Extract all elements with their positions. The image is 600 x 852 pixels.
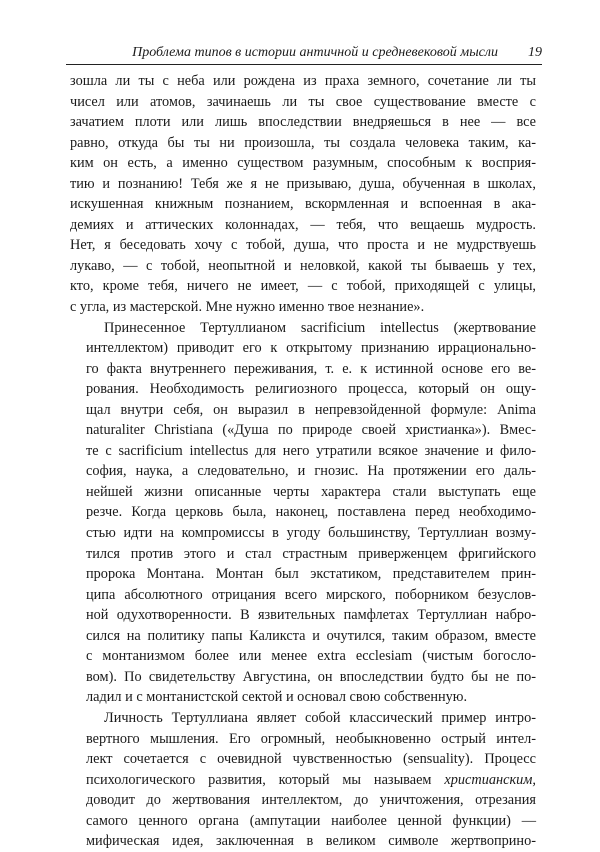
- text-line: лект сочетается с очевидной чувственностью (sensuality). Процесс: [86, 751, 536, 768]
- text-line: равно, откуда бы ты ни произошла, ты создала человека таким, ка-: [70, 134, 536, 151]
- text-line: ладил и с монтанистской сектой и основал свою собственную.: [86, 689, 468, 706]
- text-line: naturaliter Christiana («Душа по природе своей христианка»). Вмес-: [86, 422, 536, 439]
- text-line: с угла, из мастерской. Мне нужно именно твое незнание».: [70, 299, 425, 316]
- running-title: Проблема типов в истории античной и средневековой мысли: [132, 45, 498, 60]
- text-line: демиях и аттических колоннадах, — тебя, что вещаешь мудрость.: [70, 216, 536, 233]
- text-line: интеллектом) приводит его к открытому признанию иррационально-: [86, 340, 536, 357]
- text-line: рования. Необходимость религиозного процесса, который он ощу-: [86, 381, 536, 398]
- text-line: лукаво, — с тобой, неопытной и неловкой, какой ты бываешь у тех,: [70, 257, 536, 274]
- text-line: зошла ли ты с неба или рождена из праха земного, сочетание ли ты: [70, 73, 536, 89]
- text-line: пророка Монтана. Монтан был экстатиком, представителем прин-: [86, 566, 536, 583]
- running-header: [66, 44, 542, 65]
- page-number: 19: [528, 45, 542, 60]
- text-line: мифическая идея, заключенная в великом символе жертвоприно-: [86, 833, 536, 850]
- text-line: ким он есть, а именно существом разумным, способным к восприя-: [70, 155, 536, 172]
- text-line: вом). По свидетельству Августина, он впоследствии будто бы не по-: [86, 668, 536, 685]
- text-line: зачатием плоти или лишь впоследствии внедряешься в нее — все: [70, 114, 536, 131]
- text-line: ной одухотворенности. В язвительных памфлетах Тертуллиан набро-: [86, 607, 536, 624]
- text-line: сился на политику папы Каликста и очутился, таким образом, вместе: [86, 627, 536, 644]
- emphasized-word: христианским,: [444, 771, 536, 788]
- text-line: самого ценного органа (ампутации наиболее ценной функции) —: [86, 812, 536, 829]
- text-line: [70, 770, 536, 791]
- text-line: вертного мышления. Его огромный, необыкновенно острый интел-: [86, 730, 536, 747]
- body-text: [70, 71, 536, 852]
- text-line: софия, наука, а следовательно, и гнозис. На протяжении его даль-: [86, 463, 536, 480]
- text-line: кто, кроме тебя, ничего не имеет, — с тобой, приходящей с улицы,: [70, 278, 536, 295]
- text-line: ципа абсолютного отрицания всего мирского, поборником безуслов-: [86, 586, 536, 603]
- text-line: Принесенное Тертуллианом sacrificium intellectus (жертвование: [104, 319, 536, 336]
- text-line: искушенная книжным познанием, вскормленная и вспоенная в ака-: [70, 196, 536, 213]
- text-line: доводит до жертвования интеллектом, до уничтожения, отрезания: [86, 792, 536, 809]
- text-line: щал внутри себя, он выразил в непревзойденной формуле: Anima: [86, 401, 536, 418]
- paragraph-2: [70, 318, 536, 708]
- text-line: стью идти на компромиссы в угоду большинству, Тертуллиан возму-: [86, 525, 536, 542]
- text-line: Личность Тертуллиана являет собой классический пример интро-: [104, 709, 536, 726]
- text-line: резче. Когда церковь была, наконец, поставлена перед необходимо-: [86, 504, 536, 521]
- text-line: нейшей жизни описанные черты характера стали выступать еще: [86, 483, 536, 500]
- text-fragment: психологического развития, который мы называем: [86, 771, 432, 788]
- text-line: тию и познанию! Тебя же я не призываю, душа, обученная в школах,: [70, 175, 536, 192]
- text-line: с монтанизмом более или менее extra ecclesiam (чистым богосло-: [86, 648, 536, 665]
- text-line: Нет, я беседовать хочу с тобой, душа, что проста и не мудрствуешь: [70, 237, 536, 254]
- text-line: чисел или атомов, зачинаешь ли ты свое существование вместе с: [70, 93, 536, 110]
- paragraph-1: [70, 71, 536, 318]
- paragraph-3: [70, 708, 536, 852]
- text-line: тился против этого и стал страстным приверженцем фригийского: [86, 545, 536, 562]
- text-line: те с sacrificium intellectus для него утратили всякое значение и фило-: [86, 442, 536, 459]
- text-line: го факта внутреннего переживания, т. е. к истинной основе его ве-: [86, 360, 536, 377]
